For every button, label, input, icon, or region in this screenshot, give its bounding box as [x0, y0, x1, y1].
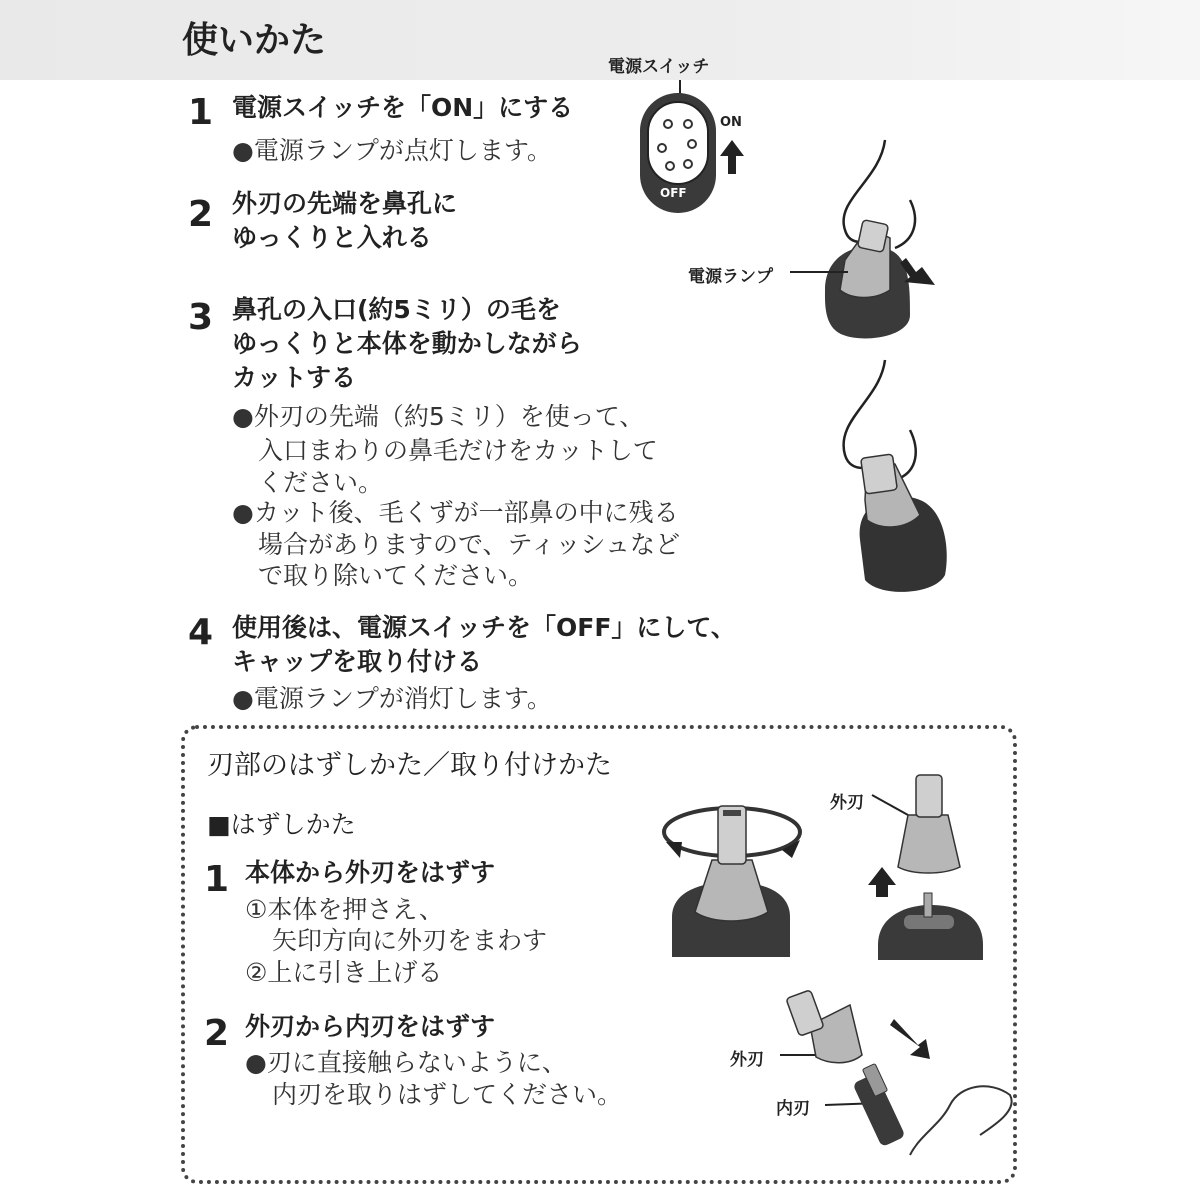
blade-step-2-number: 2 — [204, 1013, 230, 1054]
outer-blade-label-2: 外刃 — [730, 1050, 764, 1070]
outer-blade-label-1: 外刃 — [830, 793, 864, 813]
step-2-line-2: ゆっくりと入れる — [232, 223, 432, 252]
power-switch-label: 電源スイッチ — [608, 57, 710, 77]
step-2-number: 2 — [188, 194, 214, 235]
step-3-line-3: カットする — [232, 363, 357, 392]
blade-section-title: 刃部のはずしかた／取り付けかた — [207, 750, 612, 781]
remove-inner-blade-illustration — [770, 985, 1020, 1165]
rotate-outer-blade-illustration — [660, 792, 810, 962]
step-3-line-1: 鼻孔の入口(約5ミリ）の毛を — [232, 295, 561, 324]
power-lamp-label: 電源ランプ — [688, 267, 773, 287]
inner-blade-label: 内刃 — [776, 1099, 810, 1119]
step-3-note-6: で取り除いてください。 — [258, 561, 534, 590]
step-1-note: ●電源ランプが点灯します。 — [232, 136, 552, 165]
blade-step-1-heading: 本体から外刃をはずす — [245, 858, 496, 887]
step-4-number: 4 — [188, 612, 214, 653]
blade-step-1-note-1: ①本体を押さえ、 — [245, 895, 444, 924]
step-3-note-3: ください。 — [258, 468, 384, 497]
nose-insertion-illustration — [810, 140, 970, 350]
blade-section-subtitle: ■はずしかた — [207, 810, 356, 839]
blade-step-1-note-2: 矢印方向に外刃をまわす — [272, 926, 548, 955]
step-1-instruction: 電源スイッチを「ON」にする — [232, 93, 574, 122]
step-4-line-1: 使用後は、電源スイッチを「OFF」にして、 — [232, 613, 736, 642]
power-lamp-leader-line — [790, 266, 850, 278]
step-3-note-1: ●外刃の先端（約5ミリ）を使って、 — [232, 402, 645, 431]
nose-cutting-illustration — [825, 360, 965, 595]
step-4-line-2: キャップを取り付ける — [232, 647, 483, 676]
blade-step-1-note-3: ②上に引き上げる — [245, 958, 443, 987]
blade-step-2-note-1: ●刃に直接触らないように、 — [245, 1048, 567, 1077]
page-title: 使いかた — [182, 20, 327, 61]
switch-off-label: OFF — [660, 186, 687, 200]
step-3-number: 3 — [188, 297, 214, 338]
step-3-line-2: ゆっくりと本体を動かしながら — [232, 329, 582, 358]
blade-step-2-note-2: 内刃を取りはずしてください。 — [272, 1080, 623, 1109]
switch-on-label: ON — [720, 115, 742, 130]
step-3-note-2: 入口まわりの鼻毛だけをカットして — [258, 436, 658, 465]
step-3-note-5: 場合がありますので、ティッシュなど — [258, 530, 681, 559]
blade-step-1-number: 1 — [204, 859, 230, 900]
step-3-note-4: ●カット後、毛くずが一部鼻の中に残る — [232, 498, 679, 527]
lift-outer-blade-illustration — [868, 775, 988, 960]
step-2-line-1: 外刃の先端を鼻孔に — [232, 189, 458, 218]
step-1-number: 1 — [188, 92, 214, 133]
power-switch-illustration — [630, 78, 760, 213]
page-header — [0, 0, 1200, 80]
blade-step-2-heading: 外刃から内刃をはずす — [245, 1012, 496, 1041]
step-4-note: ●電源ランプが消灯します。 — [232, 684, 552, 713]
